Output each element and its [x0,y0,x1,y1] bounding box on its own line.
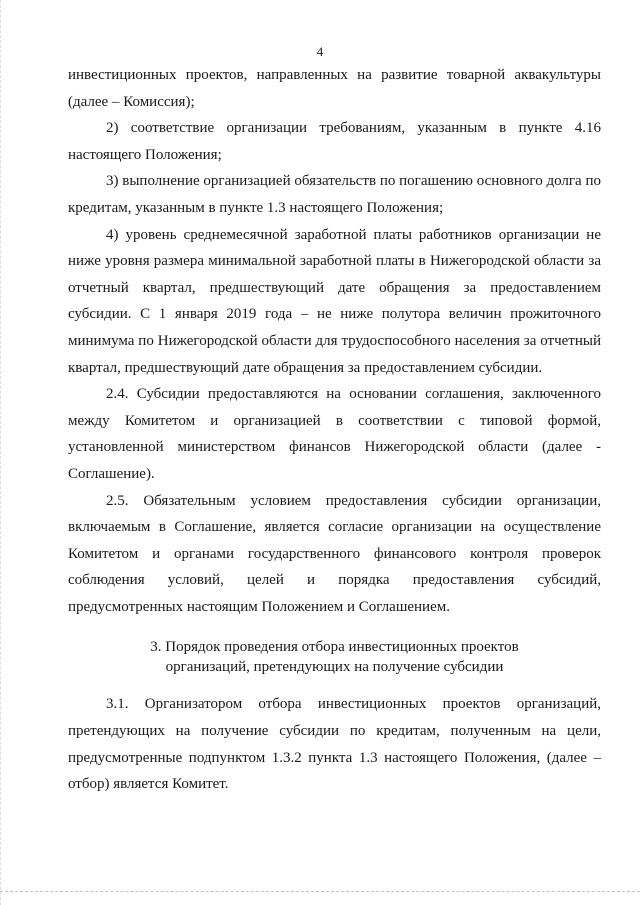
page-number: 4 [316,44,324,59]
section-heading-line-2: организаций, претендующих на получение субсидии [165,659,504,676]
paragraph-item-4: 4) уровень среднемесячной заработной платы работников организации не ниже уровня размера минимальной заработной платы в Нижегородской области за отчетный квартал, предшествующий дате обращения за предоставлением субсидии. С 1 января 2019 года – не ниже полутора величин прожиточного минимума по Нижегородской области для трудоспособного населения за отчетный квартал, предшествующий дате обращения за предоставлением субсидии. [68,226,601,376]
section-heading [68,637,601,677]
paragraph-3-1: 3.1. Организатором отбора инвестиционных проектов организаций, претендующих на получение субсидии по кредитам, полученным на цели, предусмотренные подпунктом 1.3.2 пункта 1.3 настоящего Положения, (далее – отбор) является Комитет. [68,696,601,793]
paragraph-item-3: 3) выполнение организацией обязательств по погашению основного долга по кредитам, указанным в пункте 1.3 настоящего Положения; [68,173,601,216]
document-body [68,62,601,798]
section-heading-line-1: 3. Порядок проведения отбора инвестиционных проектов [150,639,519,656]
paragraph-2-5: 2.5. Обязательным условием предоставления субсидии организации, включаемым в Соглашение, является согласие организации на осуществление Комитетом и органами государственного финансового контроля проверок соблюдения условий, целей и порядка предоставления субсидий, предусмотренных настоящим Положением и Соглашением. [68,492,601,615]
scan-bottom-edge [0,891,640,893]
scan-left-edge [0,0,2,905]
paragraph-2-4: 2.4. Субсидии предоставляются на основании соглашения, заключенного между Комитетом и организацией в соответствии с типовой формой, установленной министерством финансов Нижегородской области (далее - Соглашение). [68,386,601,482]
paragraph-continuation: инвестиционных проектов, направленных на развитие товарной аквакультуры (далее – Комиссия); [68,67,601,110]
paragraph-item-2: 2) соответствие организации требованиям, указанным в пункте 4.16 настоящего Положения; [68,120,601,163]
